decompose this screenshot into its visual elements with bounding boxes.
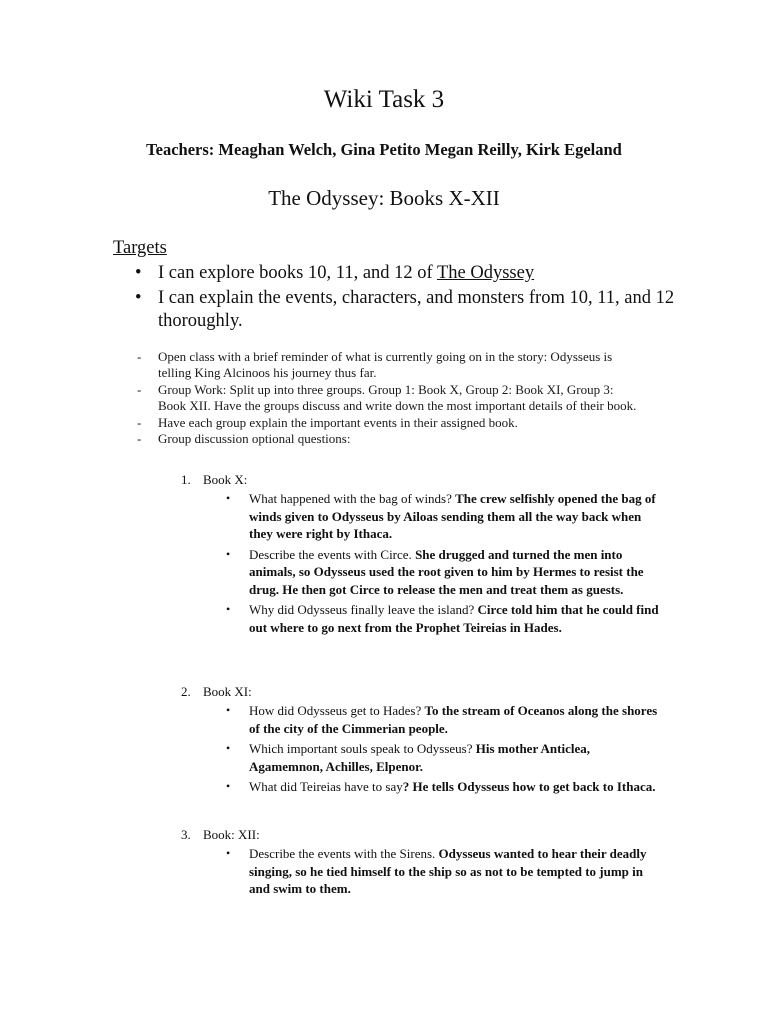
list-item xyxy=(137,382,637,415)
targets-heading: Targets xyxy=(113,238,167,258)
lesson-steps xyxy=(137,349,637,447)
bullet-icon: • xyxy=(226,779,231,793)
book-x-questions xyxy=(226,490,666,639)
answer-text: Odysseus wanted to hear their deadly singing, so he tied himself to the ship so as not to be tempted to jump in and swim to them. xyxy=(249,846,647,896)
bullet-icon: • xyxy=(226,491,231,505)
book-number: 3. xyxy=(181,827,191,842)
book-xi-questions xyxy=(226,702,666,799)
question-item xyxy=(226,845,666,898)
answer-text: Circe told him that he could find out where to go next from the Prophet Teireias in Hades. xyxy=(249,602,659,635)
step-text: Open class with a brief reminder of what is currently going on in the story: Odysseus is telling King Alcinoos his journey thus far. xyxy=(158,349,613,381)
question-item xyxy=(226,490,666,543)
book-heading xyxy=(181,472,247,488)
book-label: Book: XII: xyxy=(203,827,260,842)
step-text: Group discussion optional questions: xyxy=(158,431,351,447)
answer-text: To the stream of Oceanos along the shores of the city of the Cimmerian people. xyxy=(249,703,658,736)
bullet-icon: • xyxy=(135,288,142,308)
question-text: Describe the events with the Sirens. xyxy=(249,846,439,861)
book-heading xyxy=(181,684,252,700)
list-item xyxy=(137,431,637,447)
bullet-icon: • xyxy=(226,602,231,616)
target-item xyxy=(135,287,695,333)
answer-text: His mother Anticlea, Agamemnon, Achilles, Elpenor. xyxy=(249,741,590,774)
book-number: 1. xyxy=(181,472,191,487)
target-text: I can explain the events, characters, and monsters from 10, 11, and 12 thoroughly. xyxy=(158,288,675,331)
book-number: 2. xyxy=(181,684,191,699)
answer-text: She drugged and turned the men into animals, so Odysseus used the root given to him by Hermes to resist the drug. He then got Circe to release the men and treat them as guests. xyxy=(249,546,644,597)
bullet-icon: • xyxy=(226,846,231,860)
target-book-title: The Odyssey xyxy=(436,263,535,283)
teachers-line: Teachers: Meaghan Welch, Gina Petito Megan Reilly, Kirk Egeland xyxy=(146,140,622,159)
list-item xyxy=(137,349,637,382)
document-subtitle: The Odyssey: Books X-XII xyxy=(268,186,500,210)
bullet-icon: • xyxy=(226,741,231,755)
target-text: I can explore books 10, 11, and 12 of xyxy=(158,263,437,283)
dash-icon: - xyxy=(137,414,142,430)
question-text: What did Teireias have to say xyxy=(249,779,403,794)
book-xii-questions xyxy=(226,845,666,901)
dash-icon: - xyxy=(137,381,142,397)
answer-text: ? He tells Odysseus how to get back to Ithaca. xyxy=(402,779,656,794)
question-text: Which important souls speak to Odysseus? xyxy=(249,741,476,756)
document-title: Wiki Task 3 xyxy=(323,86,445,113)
question-item xyxy=(226,546,666,599)
step-text: Have each group explain the important events in their assigned book. xyxy=(158,414,518,430)
question-item xyxy=(226,778,666,796)
book-label: Book XI: xyxy=(203,684,252,699)
question-item xyxy=(226,601,666,636)
target-item xyxy=(135,262,695,285)
bullet-icon: • xyxy=(226,546,231,561)
bullet-icon: • xyxy=(135,263,142,283)
answer-text: The crew selfishly opened the bag of winds given to Odysseus by Ailoas sending them all the way back when they were right by Ithaca. xyxy=(249,491,656,541)
question-item xyxy=(226,702,666,737)
list-item xyxy=(137,415,637,431)
targets-list xyxy=(135,262,695,333)
book-heading xyxy=(181,827,260,843)
dash-icon: - xyxy=(137,431,142,447)
dash-icon: - xyxy=(137,349,142,364)
question-item xyxy=(226,740,666,775)
question-text: Why did Odysseus finally leave the island? xyxy=(249,602,478,617)
question-text: Describe the events with Circe. xyxy=(249,546,416,562)
question-text: How did Odysseus get to Hades? xyxy=(249,703,425,718)
bullet-icon: • xyxy=(226,703,231,717)
book-label: Book X: xyxy=(203,472,248,487)
step-text: Group Work: Split up into three groups. Group 1: Book X, Group 2: Book XI, Group 3: Book XII. Have the groups discuss and write down the most important details of their book. xyxy=(158,381,637,414)
question-text: What happened with the bag of winds? xyxy=(249,491,456,506)
